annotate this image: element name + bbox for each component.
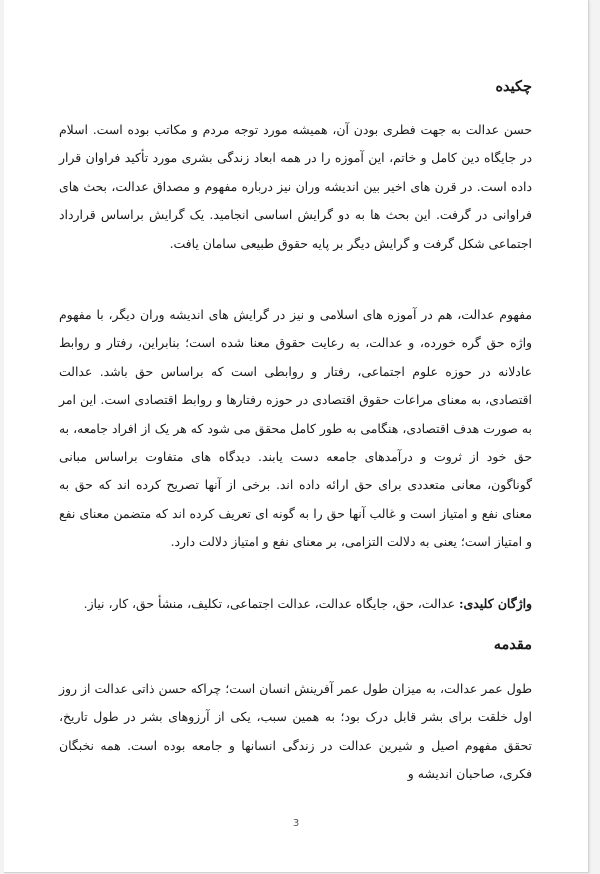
introduction-heading: مقدمه — [493, 636, 532, 653]
abstract-paragraph-1: حسن عدالت به جهت فطری بودن آن، همیشه مورد توجه مردم و مکاتب بوده است. اسلام در جایگاه دین کامل و خاتم، این آموزه را در همه ابعاد زندگی بشری مورد تأکید فراوان قرار داده است. در قرن های اخیر بین اندیشه وران نیز درباره مفهوم و مصداق عدالت، بحث های فراوانی در گرفت. این بحث ها به دو گرایش اساسی انجامید. یک گرایش براساس قرارداد اجتماعی شکل گرفت و گرایش دیگر بر پایه حقوق طبیعی سامان یافت. — [59, 122, 532, 251]
keywords-label: واژگان کلیدی: — [458, 596, 532, 611]
abstract-heading: چکیده — [495, 78, 532, 95]
abstract-paragraph-2: مفهوم عدالت، هم در آموزه های اسلامی و نیز در گرایش های اندیشه وران دیگر، با مفهوم واژه حق گره خورده، و عدالت، به رعایت حقوق معنا شده است؛ بنابراین، رفتار و روابط عادلانه در حوزه علوم اجتماعی، رفتار و روابطی است که براساس حق باشد. عدالت اقتصادی، به معنای مراعات حقوق اقتصادی در حوزه رفتارها و روابط اقتصادی است. این امر به صورت هدف اقتصادی، هنگامی به طور کامل محقق می شود که هر یک از افراد جامعه، به حق خود از ثروت و درآمدهای جامعه دست یابند. دیدگاه های متفاوت براساس مبانی گوناگون، معانی متعددی برای حق ارائه داده اند. برخی از آنها تصریح کرده اند که حق به معنای نفع و امتیاز است و غالب آنها حق را به گونه ای تعریف کرده اند که متضمن معنای نفع و امتیاز است؛ یعنی به دلالت التزامی، بر معنای نفع و امتیاز دلالت دارد. — [59, 307, 532, 550]
introduction-paragraph-1: طول عمر عدالت، به میزان طول عمر آفرینش انسان است؛ چراکه حسن ذاتی عدالت از روز اول خلقت برای بشر قابل درک بود؛ به همین سبب، یکی از آرزوهای بشر در طول تاریخ، تحقق مفهوم اصیل و شیرین عدالت در زندگی انسانها و جامعه بوده است. همه نخبگان فکری، صاحبان اندیشه و — [59, 681, 532, 782]
page-number: 3 — [292, 818, 300, 829]
document-page — [4, 0, 589, 873]
keywords-text: عدالت، حق، جایگاه عدالت، عدالت اجتماعی، تکلیف، منشأ حق، کار، نیاز. — [83, 596, 459, 611]
keywords-paragraph — [59, 590, 532, 618]
